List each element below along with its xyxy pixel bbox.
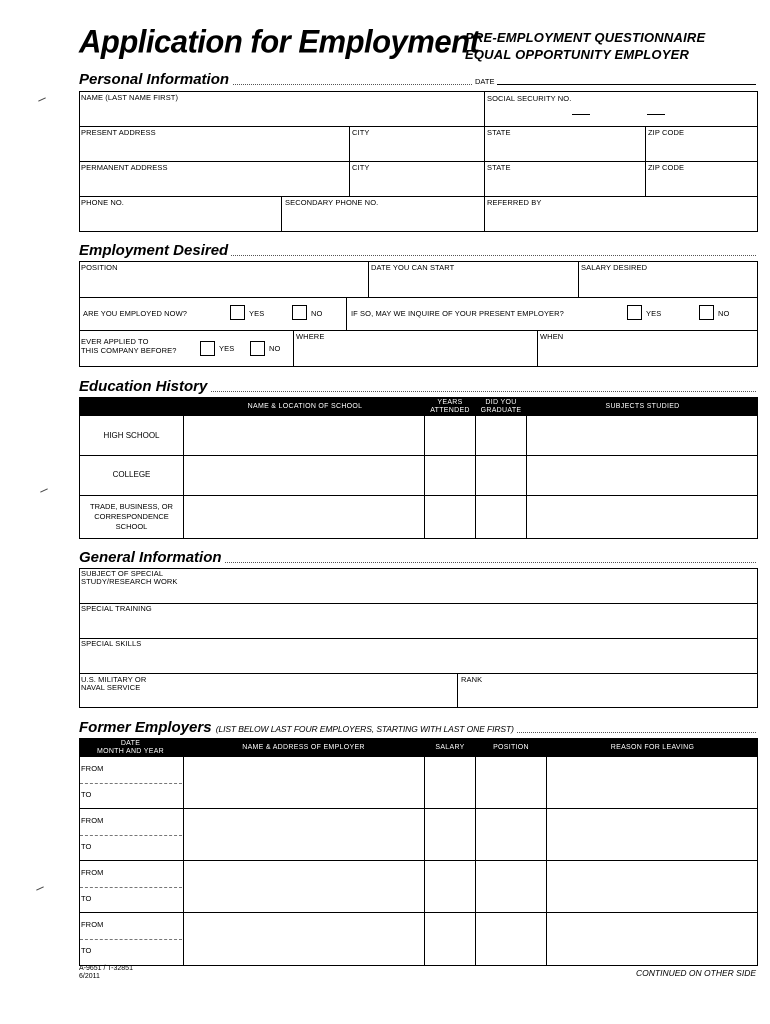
inquire-yes-label: YES bbox=[646, 309, 662, 318]
education-row-college: COLLEGE bbox=[112, 470, 151, 479]
former-col-salary: SALARY bbox=[435, 744, 465, 751]
special-training-field[interactable]: SPECIAL TRAINING bbox=[81, 604, 152, 613]
education-col-subjects: SUBJECTS STUDIED bbox=[605, 403, 680, 410]
section-title-employment: Employment Desired bbox=[79, 242, 231, 259]
employed-yes-label: YES bbox=[249, 309, 265, 318]
inquire-employer-label: IF SO, MAY WE INQUIRE OF YOUR PRESENT EMPLOYER? bbox=[351, 309, 564, 318]
former-employers-table bbox=[79, 738, 758, 966]
education-col-years-line2: ATTENDED bbox=[430, 407, 470, 414]
present-zip-field[interactable]: ZIP CODE bbox=[648, 128, 685, 137]
start-date-field[interactable]: DATE YOU CAN START bbox=[371, 263, 455, 272]
applied-no-label: NO bbox=[269, 344, 281, 353]
margin-mark bbox=[36, 886, 44, 890]
education-row-trade: TRADE, BUSINESS, OR CORRESPONDENCE SCHOOL bbox=[90, 502, 173, 531]
education-col-years-line1: YEARS bbox=[437, 399, 463, 406]
employer4-to-field[interactable]: TO bbox=[81, 946, 92, 955]
employed-now-no-checkbox[interactable] bbox=[292, 305, 307, 320]
employer2-to-field[interactable]: TO bbox=[81, 842, 92, 851]
military-service-field-line1[interactable]: U.S. MILITARY OR bbox=[81, 675, 147, 684]
phone-field[interactable]: PHONE NO. bbox=[81, 198, 124, 207]
form-subtitle-questionnaire: PRE-EMPLOYMENT QUESTIONNAIRE bbox=[465, 30, 706, 45]
employer1-from-field[interactable]: FROM bbox=[81, 764, 104, 773]
special-skills-field[interactable]: SPECIAL SKILLS bbox=[81, 639, 142, 648]
date-field[interactable] bbox=[497, 84, 756, 85]
education-row-high-school: HIGH SCHOOL bbox=[103, 430, 160, 440]
ssn-field[interactable]: SOCIAL SECURITY NO. bbox=[487, 94, 572, 103]
inquire-no-label: NO bbox=[718, 309, 730, 318]
applied-when-field[interactable]: WHEN bbox=[540, 332, 564, 341]
permanent-address-field[interactable]: PERMANENT ADDRESS bbox=[81, 163, 168, 172]
former-col-reason: REASON FOR LEAVING bbox=[610, 744, 695, 751]
former-employers-title: Former Employers bbox=[79, 719, 212, 736]
education-col-graduate-line2: GRADUATE bbox=[480, 407, 522, 414]
employer1-to-field[interactable]: TO bbox=[81, 790, 92, 799]
permanent-city-field[interactable]: CITY bbox=[352, 163, 370, 172]
secondary-phone-field[interactable]: SECONDARY PHONE NO. bbox=[285, 198, 379, 207]
margin-mark bbox=[38, 97, 46, 101]
former-col-date-line1: DATE bbox=[120, 740, 141, 747]
applied-before-label-line2: THIS COMPANY BEFORE? bbox=[81, 346, 177, 355]
form-title: Application for Employment bbox=[79, 23, 480, 60]
applied-yes-label: YES bbox=[219, 344, 235, 353]
employed-no-label: NO bbox=[311, 309, 323, 318]
rank-field[interactable]: RANK bbox=[461, 675, 483, 684]
present-state-field[interactable]: STATE bbox=[487, 128, 511, 137]
form-code-date: 6/2011 bbox=[79, 973, 100, 980]
applied-before-no-checkbox[interactable] bbox=[250, 341, 265, 356]
margin-mark bbox=[40, 488, 48, 492]
employer3-to-field[interactable]: TO bbox=[81, 894, 92, 903]
employed-now-label: ARE YOU EMPLOYED NOW? bbox=[83, 309, 188, 318]
former-col-date-line2: MONTH AND YEAR bbox=[96, 748, 165, 755]
inquire-yes-checkbox[interactable] bbox=[627, 305, 642, 320]
special-study-field-line1[interactable]: SUBJECT OF SPECIAL bbox=[81, 569, 164, 578]
salary-desired-field[interactable]: SALARY DESIRED bbox=[581, 263, 648, 272]
section-title-education: Education History bbox=[79, 378, 210, 395]
form-code-number: A-9651 / T-32851 bbox=[79, 965, 133, 972]
education-col-school: NAME & LOCATION OF SCHOOL bbox=[247, 403, 363, 410]
applied-before-label-line1: EVER APPLIED TO bbox=[81, 337, 149, 346]
employer4-from-field[interactable]: FROM bbox=[81, 920, 104, 929]
permanent-zip-field[interactable]: ZIP CODE bbox=[648, 163, 685, 172]
former-employers-note: (LIST BELOW LAST FOUR EMPLOYERS, STARTING WITH LAST ONE FIRST) bbox=[215, 724, 514, 734]
education-col-graduate-line1: DID YOU bbox=[485, 399, 517, 406]
referred-by-field[interactable]: REFERRED BY bbox=[487, 198, 542, 207]
military-service-field-line2[interactable]: NAVAL SERVICE bbox=[81, 683, 141, 692]
present-address-field[interactable]: PRESENT ADDRESS bbox=[81, 128, 156, 137]
applied-before-yes-checkbox[interactable] bbox=[200, 341, 215, 356]
section-title-general: General Information bbox=[79, 549, 225, 566]
form-code bbox=[79, 965, 133, 981]
date-label: DATE bbox=[475, 77, 495, 86]
permanent-state-field[interactable]: STATE bbox=[487, 163, 511, 172]
special-study-field-line2[interactable]: STUDY/RESEARCH WORK bbox=[81, 577, 178, 586]
employed-now-yes-checkbox[interactable] bbox=[230, 305, 245, 320]
form-subtitle-eoe: EQUAL OPPORTUNITY EMPLOYER bbox=[465, 47, 690, 62]
name-field[interactable]: NAME (LAST NAME FIRST) bbox=[81, 93, 179, 102]
inquire-no-checkbox[interactable] bbox=[699, 305, 714, 320]
employer3-from-field[interactable]: FROM bbox=[81, 868, 104, 877]
continued-notice: CONTINUED ON OTHER SIDE bbox=[636, 968, 756, 978]
present-city-field[interactable]: CITY bbox=[352, 128, 370, 137]
former-col-employer: NAME & ADDRESS OF EMPLOYER bbox=[242, 744, 365, 751]
former-col-position: POSITION bbox=[493, 744, 529, 751]
applied-where-field[interactable]: WHERE bbox=[296, 332, 325, 341]
employer2-from-field[interactable]: FROM bbox=[81, 816, 104, 825]
section-title-personal: Personal Information bbox=[79, 71, 232, 88]
position-field[interactable]: POSITION bbox=[81, 263, 118, 272]
section-title-former-employers bbox=[79, 719, 517, 736]
